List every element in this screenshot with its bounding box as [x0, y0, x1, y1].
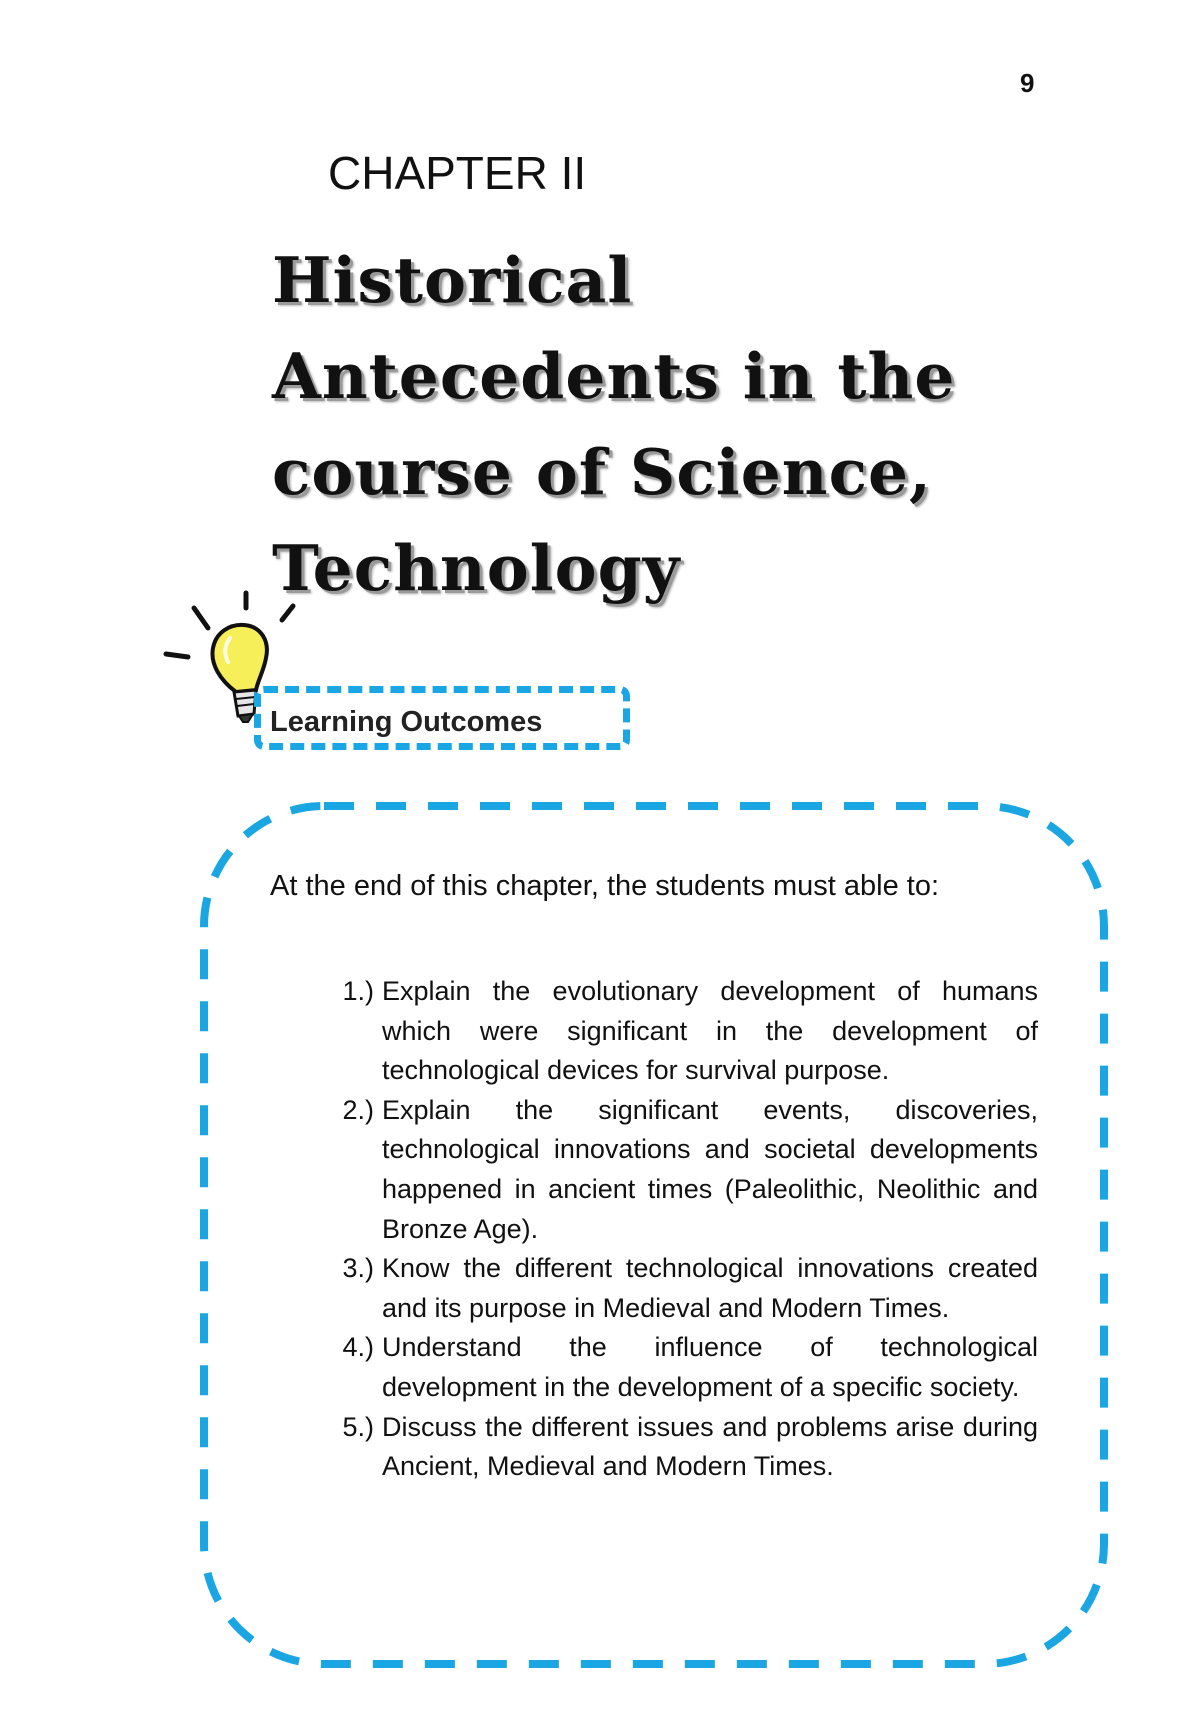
chapter-title-line: Historical: [272, 243, 633, 317]
bulb-ray: [282, 606, 293, 620]
list-item-number: 5.): [342, 1411, 374, 1442]
list-item: [318, 1328, 1038, 1407]
learning-outcomes-heading: Learning Outcomes: [270, 706, 543, 738]
list-item: [318, 972, 1038, 1091]
chapter-title-line: course of Science,: [272, 435, 932, 509]
list-item: [318, 1249, 1038, 1328]
chapter-title: [272, 232, 1032, 616]
chapter-label: CHAPTER II: [328, 147, 587, 199]
list-item-text: Discuss the different issues and problems arise during Ancient, Medieval and Modern Times.: [382, 1411, 1038, 1482]
list-item-number: 3.): [342, 1253, 374, 1284]
outcome-list: [318, 972, 1038, 1487]
list-item-text: Know the different technological innovations created and its purpose in Medieval and Modern Times.: [382, 1253, 1038, 1323]
list-item-text: Explain the significant events, discoveries, technological innovations and societal developments happened in ancient times (Paleolithic, Neolithic and Bronze Age).: [382, 1094, 1038, 1244]
list-item: [318, 1091, 1038, 1249]
bulb-tip: [239, 714, 253, 722]
list-item-text: Explain the evolutionary development of humans which were significant in the development of technological devices for survival purpose.: [382, 976, 1038, 1086]
bulb-ray: [166, 654, 188, 657]
page-number: 9: [1020, 68, 1035, 98]
list-item: [318, 1408, 1038, 1487]
chapter-title-line: Technology: [272, 531, 681, 605]
list-item-number: 4.): [342, 1332, 374, 1363]
bulb-base: [234, 690, 256, 716]
list-item-text: Understand the influence of technological development in the development of a specific society.: [382, 1332, 1038, 1402]
bulb-ray: [194, 608, 208, 628]
list-item-number: 2.): [342, 1094, 374, 1125]
bulb-glass: [212, 625, 266, 692]
intro-paragraph: At the end of this chapter, the students must able to:: [270, 870, 940, 902]
chapter-title-line: Antecedents in the: [272, 339, 956, 413]
list-item-number: 1.): [342, 976, 374, 1006]
